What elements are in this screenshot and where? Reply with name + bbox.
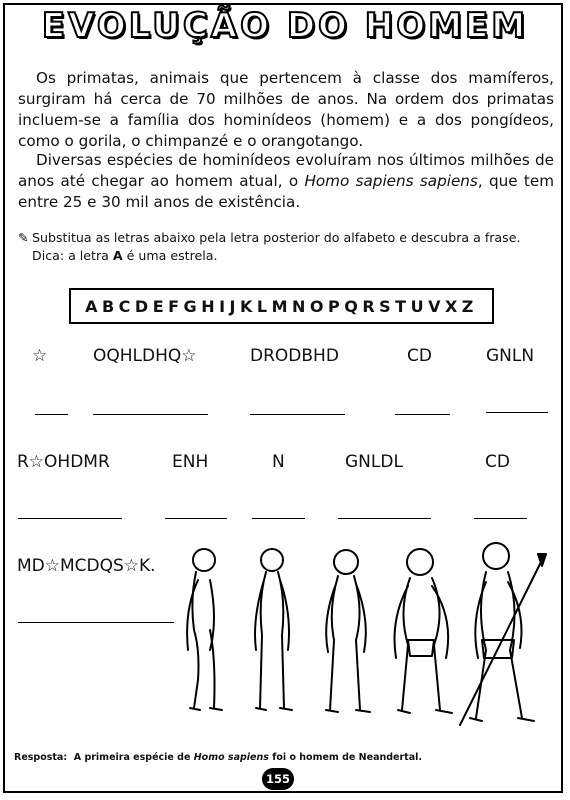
- answer-label: Resposta:: [14, 752, 68, 763]
- answer-line[interactable]: [93, 414, 208, 415]
- answer-note: [14, 752, 422, 763]
- primate-figure-2: [255, 549, 292, 710]
- answer-line[interactable]: [165, 518, 227, 519]
- paragraph-text-a: Diversas espécies de hominídeos evoluíram nos últimos milhões de anos até chegar ao homem atual, o: [18, 151, 554, 190]
- answer-text-a: A primeira espécie de: [73, 752, 194, 763]
- answer-line[interactable]: [486, 412, 548, 413]
- paragraph-italic-species: Homo sapiens sapiens: [304, 172, 478, 190]
- evolution-illustration: [170, 540, 555, 740]
- dica-letter: A: [112, 248, 123, 263]
- answer-line[interactable]: [18, 622, 174, 623]
- code-word: GNLDL: [345, 452, 403, 472]
- code-word: DRODBHD: [250, 346, 339, 366]
- code-word: ☆: [32, 346, 48, 366]
- code-word: ENH: [172, 452, 209, 472]
- paragraph-text-b: , que tem entre 25 e 30 mil anos de existência.: [18, 172, 554, 211]
- code-word: OQHLDHQ☆: [93, 346, 197, 366]
- paragraph-primatas: Os primatas, animais que pertencem à classe dos mamíferos, surgiram há cerca de 70 milhões de anos. Na ordem dos primatas incluem-se a família dos hominídeos (homem) e a dos pongídeos, como o gorila, o chimpanzé e o orangotango.: [18, 69, 554, 150]
- code-word: CD: [485, 452, 510, 472]
- instruction-dica: [18, 247, 558, 265]
- answer-line[interactable]: [395, 414, 450, 415]
- page-title: EVOLUÇÃO DO HOMEM: [41, 6, 529, 46]
- primate-figure-5: [460, 543, 546, 725]
- dica-text-a: Dica: a letra: [32, 248, 113, 263]
- primate-figure-4: [395, 549, 453, 713]
- alphabet-box: ABCDEFGHIJKLMNOPQRSTUVXZ: [69, 288, 494, 324]
- answer-line[interactable]: [474, 518, 527, 519]
- answer-italic: Homo sapiens: [193, 752, 269, 763]
- page-number: 155: [262, 768, 294, 790]
- instructions: [18, 229, 558, 265]
- code-word: GNLN: [486, 346, 535, 366]
- dica-text-b: é uma estrela.: [122, 248, 218, 263]
- code-word: MD☆MCDQS☆K.: [17, 556, 156, 576]
- answer-line[interactable]: [18, 518, 122, 519]
- code-word: R☆OHDMR: [17, 452, 110, 472]
- primate-figure-1: [187, 549, 222, 710]
- answer-text-b: foi o homem de Neandertal.: [268, 752, 422, 763]
- instruction-text: Substitua as letras abaixo pela letra posterior do alfabeto e descubra a frase.: [32, 230, 521, 245]
- paragraph-hominideos: [18, 150, 554, 213]
- primate-figure-3: [326, 550, 370, 712]
- answer-line[interactable]: [252, 518, 305, 519]
- instruction-line: [18, 229, 558, 247]
- answer-line[interactable]: [250, 414, 345, 415]
- pencil-icon: ✎: [18, 230, 29, 245]
- answer-line[interactable]: [338, 518, 431, 519]
- code-word: N: [272, 452, 285, 472]
- answer-line[interactable]: [35, 414, 68, 415]
- code-word: CD: [407, 346, 432, 366]
